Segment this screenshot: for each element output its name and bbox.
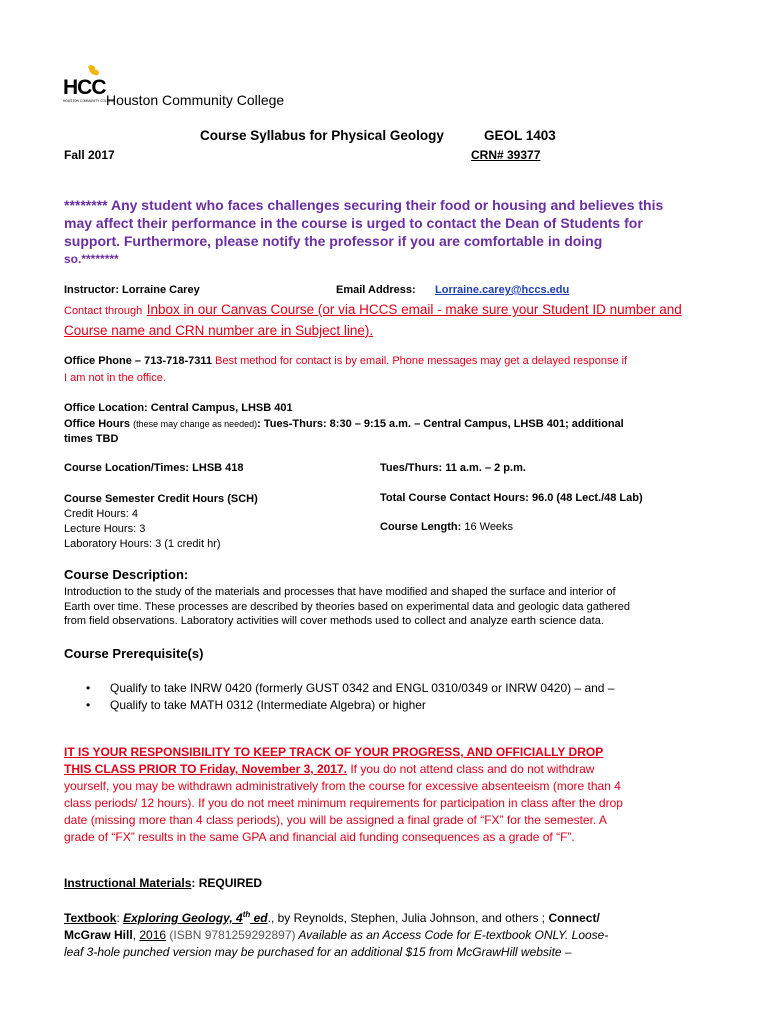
- phone-note: Best method for contact is by email. Phone messages may get a delayed response if: [215, 355, 628, 367]
- description-heading: Course Description:: [64, 567, 189, 582]
- responsibility-line: yourself, you may be withdrawn administratively from the course for excessive absenteeism (more than 4: [64, 779, 621, 793]
- loose-leaf-note: leaf 3-hole punched version may be purchased for an additional $15 from McGrawHill website –: [64, 945, 572, 959]
- responsibility-line: date (missing more than 4 class periods), you will be assigned a final grade of “FX” for the semester. A: [64, 813, 607, 827]
- textbook-edition: ed: [250, 911, 268, 925]
- course-length-value: 16 Weeks: [461, 521, 514, 533]
- publisher-name: McGraw Hill: [64, 928, 133, 942]
- textbook-authors: ., by Reynolds, Stephen, Julia Johnson, and others ;: [267, 911, 546, 925]
- office-phone-label: Office Phone – 713-718-7311: [64, 355, 212, 367]
- textbook-year: 2016: [139, 928, 167, 942]
- office-location: Office Location: Central Campus, LHSB 401: [64, 402, 293, 414]
- textbook-title: Exploring Geology, 4: [123, 911, 243, 925]
- office-hours-label: Office Hours: [64, 418, 131, 430]
- contact-method: [64, 300, 682, 340]
- bullet-icon: •: [86, 698, 91, 712]
- textbook-label: Textbook: [64, 911, 117, 925]
- textbook-sup: th: [242, 910, 251, 919]
- svg-text:HCC: HCC: [63, 76, 106, 99]
- course-length-label: Course Length:: [380, 521, 462, 533]
- contact-line: Inbox in our Canvas Course (or via HCCS email - make sure your Student ID number and: [146, 302, 682, 317]
- office-hours-value: : Tues-Thurs: 8:30 – 9:15 a.m. – Central Campus, LHSB 401; additional: [257, 418, 624, 430]
- prerequisite-item: • Qualify to take MATH 0312 (Intermediate Algebra) or higher: [86, 698, 426, 712]
- notice-line: support. Furthermore, please notify the professor if you are comfortable in doing: [64, 233, 603, 249]
- instructor: Instructor: Lorraine Carey: [64, 284, 200, 296]
- prerequisites-list: [64, 680, 744, 714]
- credit-hours-item: Credit Hours: 4: [64, 508, 138, 520]
- course-times: Tues/Thurs: 11 a.m. – 2 p.m.: [380, 462, 526, 474]
- course-length: [380, 521, 513, 533]
- credit-hours-item: Lecture Hours: 3: [64, 523, 146, 535]
- office-phone: [64, 353, 627, 387]
- contact-prefix: Contact through: [64, 305, 143, 317]
- publisher: Connect/: [548, 911, 600, 925]
- student-support-notice: [64, 196, 663, 268]
- credit-hours-item: Laboratory Hours: 3 (1 credit hr): [64, 538, 221, 550]
- college-name: Houston Community College: [106, 92, 285, 108]
- hcc-logo: [62, 64, 116, 106]
- notice-line: ******** Any student who faces challenges securing their food or housing and believes this: [64, 197, 664, 213]
- prerequisite-item: • Qualify to take INRW 0420 (formerly GUST 0342 and ENGL 0310/0349 or INRW 0420) – and –: [86, 681, 615, 695]
- credit-hours-heading: Course Semester Credit Hours (SCH): [64, 493, 258, 505]
- drop-responsibility: [64, 744, 623, 846]
- office-hours-value: times TBD: [64, 433, 119, 445]
- textbook-isbn: (ISBN 9781259292897): [169, 928, 296, 942]
- contact-hours: Total Course Contact Hours: 96.0 (48 Lect./48 Lab): [380, 492, 643, 504]
- contact-line: Course name and CRN number are in Subject line).: [64, 323, 374, 338]
- description-text: [64, 585, 630, 629]
- bullet-icon: •: [86, 681, 91, 695]
- description-line: from field observations. Laboratory activities will cover methods used to collect and analyze earth science data.: [64, 615, 604, 627]
- office-hours-note: (these may change as needed): [133, 419, 258, 429]
- materials-heading-label: Instructional Materials: [64, 876, 192, 890]
- description-line: Earth over time. These processes are described by theories based on experimental data and geologic data gathered: [64, 600, 631, 613]
- materials-required: : REQUIRED: [191, 876, 263, 890]
- responsibility-deadline: THIS CLASS PRIOR TO Friday, November 3, 2017.: [64, 762, 347, 776]
- course-title: Course Syllabus for Physical Geology: [200, 128, 444, 143]
- materials-heading: [64, 876, 262, 890]
- textbook: Textbook: Exploring Geology, 4th ed., by Reynolds, Stephen, Julia Johnson, and others ; Connect/ McGraw Hill, 2016 (ISBN 9781259292897) Available as an Access Code for E-textbook ONLY. Loose- leaf 3-hole punched version may be purchased for an additional $15 from McGrawHill website –: [64, 910, 609, 959]
- course-location: Course Location/Times: LHSB 418: [64, 462, 244, 474]
- description-line: Introduction to the study of the materials and processes that have modified and shaped the surface and interior of: [64, 586, 616, 598]
- course-code: GEOL 1403: [484, 128, 556, 143]
- phone-note: I am not in the office.: [64, 372, 166, 384]
- responsibility-line: class periods/ 12 hours). If you do not meet minimum requirements for participation in class after the drop: [64, 796, 623, 810]
- email-label: Email Address:: [336, 284, 416, 296]
- crn: CRN# 39377: [471, 148, 541, 162]
- hcc-bird-logo-icon: [62, 64, 116, 106]
- responsibility-line: IT IS YOUR RESPONSIBILITY TO KEEP TRACK OF YOUR PROGRESS, AND OFFICIALLY DROP: [64, 745, 604, 759]
- notice-line: may affect their performance in the course is urged to contact the Dean of Students for: [64, 215, 643, 231]
- notice-line: so.********: [64, 252, 119, 266]
- responsibility-line: grade of “FX” results in the same GPA and financial aid funding consequences as a grade of “F”.: [64, 830, 575, 844]
- credit-hours: [64, 492, 258, 552]
- term: Fall 2017: [64, 148, 115, 162]
- access-note: Available as an Access Code for E-textbook ONLY. Loose-: [295, 928, 609, 942]
- responsibility-line: If you do not attend class and do not withdraw: [346, 762, 595, 776]
- svg-text:HOUSTON COMMUNITY COLLEGE: HOUSTON COMMUNITY COLLEGE: [63, 99, 116, 103]
- office-hours: [64, 417, 624, 447]
- prerequisites-heading: Course Prerequisite(s): [64, 646, 204, 661]
- email-link[interactable]: Lorraine.carey@hccs.edu: [435, 284, 570, 296]
